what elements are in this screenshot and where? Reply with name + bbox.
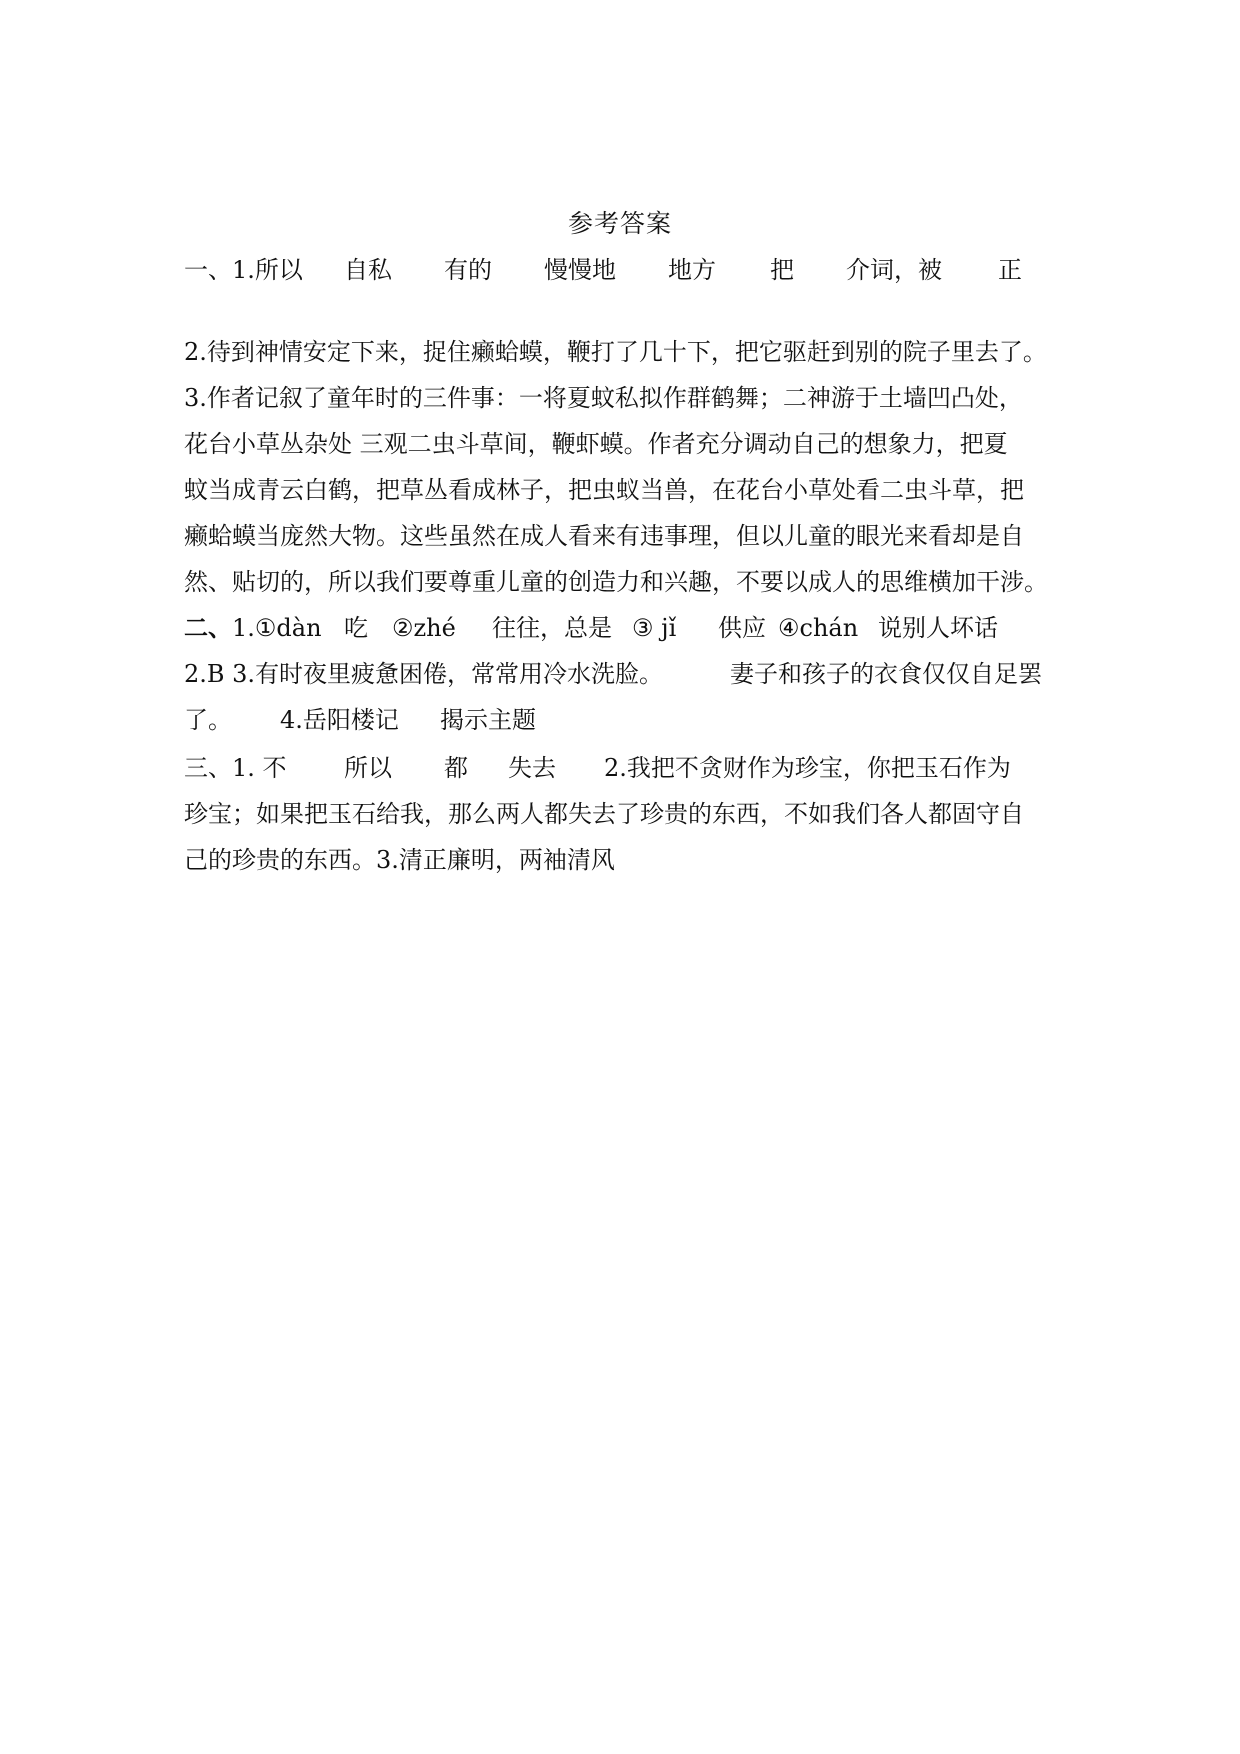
answer-item: 揭示主题 [440, 706, 536, 734]
answer-item: 4.岳阳楼记 [280, 706, 399, 734]
answer-item: 失去 [508, 754, 556, 782]
answer-item: ②zhé [392, 614, 456, 642]
section1-q3-line: 3.作者记叙了童年时的三件事：一将夏蚊私拟作群鹤舞；二神游于土墙凹凸处， [184, 384, 1023, 412]
answer-item: 1.①dàn [232, 614, 322, 642]
section3-line: 己的珍贵的东西。3.清正廉明，两袖清风 [184, 846, 615, 874]
answer-item: 说别人坏话 [878, 614, 998, 642]
section1-q3-line: 然、贴切的，所以我们要尊重儿童的创造力和兴趣，不要以成人的思维横加干涉。 [184, 568, 1048, 596]
answer-item: 把 [770, 256, 794, 284]
answer-item: 吃 [344, 614, 368, 642]
section3-q1-line [184, 756, 1084, 780]
answer-item: 有的 [444, 256, 492, 284]
answer-item: 都 [444, 754, 468, 782]
answer-item: 地方 [668, 256, 716, 284]
section2-q2-line [184, 662, 1084, 686]
section2-q1-line [184, 613, 1084, 642]
section1-q3-line: 癞蛤蟆当庞然大物。这些虽然在成人看来有违事理，但以儿童的眼光来看却是自 [184, 522, 1024, 550]
section2-q3-line [184, 708, 1084, 732]
answer-item: 介词，被 [846, 256, 942, 284]
answer-item: 供应 [718, 614, 766, 642]
answer-item: 2.我把不贪财作为珍宝，你把玉石作为 [604, 754, 1011, 782]
section-label: 二、 [184, 613, 232, 642]
answer-item: 往往，总是 [492, 614, 612, 642]
answer-item: 一、1.所以 [184, 256, 303, 284]
answer-item: ③ jǐ [632, 614, 677, 642]
section1-q1-line [184, 258, 1084, 282]
answer-item: 2.B 3.有时夜里疲惫困倦，常常用冷水洗脸。 [184, 660, 664, 688]
answer-item: 三、1. 不 [184, 754, 287, 782]
answer-item: 所以 [344, 754, 392, 782]
answer-item: ④chán [778, 614, 859, 642]
answer-item: 自私 [344, 256, 392, 284]
answer-item: 了。 [184, 706, 232, 734]
answer-item: 慢慢地 [544, 256, 616, 284]
answer-item: 妻子和孩子的衣食仅仅自足罢 [730, 660, 1042, 688]
section3-line: 珍宝；如果把玉石给我，那么两人都失去了珍贵的东西，不如我们各人都固守自 [184, 800, 1024, 828]
section1-q3-line: 花台小草丛杂处 三观二虫斗草间，鞭虾蟆。作者充分调动自己的想象力，把夏 [184, 430, 1008, 458]
answer-item: 正 [998, 256, 1022, 284]
page-title: 参考答案 [567, 209, 672, 238]
section1-q3-line: 蚊当成青云白鹤，把草丛看成林子，把虫蚁当兽，在花台小草处看二虫斗草，把 [184, 476, 1024, 504]
section1-q2: 2.待到神情安定下来，捉住癞蛤蟆，鞭打了几十下，把它驱赶到别的院子里去了。 [184, 338, 1047, 366]
